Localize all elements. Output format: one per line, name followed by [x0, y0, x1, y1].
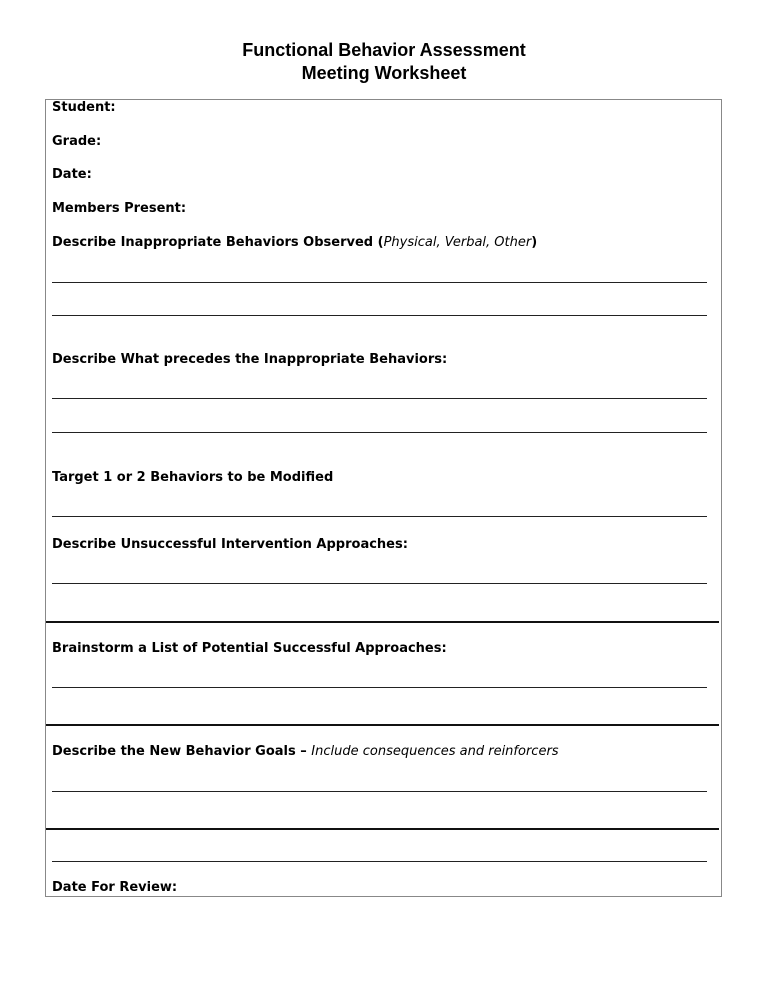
target-behaviors-label: Target 1 or 2 Behaviors to be Modified — [52, 470, 334, 485]
student-label: Student: — [52, 100, 116, 115]
answer-line[interactable] — [52, 583, 707, 584]
answer-line[interactable] — [52, 398, 707, 399]
unsuccessful-approaches-label: Describe Unsuccessful Intervention Approaches: — [52, 537, 408, 552]
date-for-review-label: Date For Review: — [52, 880, 178, 895]
answer-line[interactable] — [52, 791, 707, 792]
section-divider — [46, 724, 719, 726]
goals-hint: Include consequences and reinforcers — [311, 744, 559, 759]
inappropriate-close: ) — [531, 235, 538, 250]
inappropriate-hint: Physical, Verbal, Other — [383, 235, 532, 250]
goals-label-text: Describe the New Behavior Goals – — [52, 744, 312, 759]
answer-line[interactable] — [52, 687, 707, 688]
answer-line[interactable] — [52, 516, 707, 517]
inappropriate-behaviors-label — [52, 235, 537, 251]
answer-line[interactable] — [52, 432, 707, 433]
section-divider — [46, 828, 719, 830]
date-label: Date: — [52, 167, 92, 182]
precedes-label: Describe What precedes the Inappropriate Behaviors: — [52, 352, 448, 367]
members-present-label: Members Present: — [52, 201, 187, 216]
document-title-line2: Meeting Worksheet — [301, 63, 467, 83]
brainstorm-label: Brainstorm a List of Potential Successful Approaches: — [52, 641, 447, 656]
document-title-line1: Functional Behavior Assessment — [242, 40, 526, 60]
new-behavior-goals-label — [52, 744, 559, 760]
grade-label: Grade: — [52, 134, 102, 149]
answer-line[interactable] — [52, 315, 707, 316]
inappropriate-label-text: Describe Inappropriate Behaviors Observed ( — [52, 235, 384, 250]
worksheet-box — [45, 99, 722, 897]
answer-line[interactable] — [52, 282, 707, 283]
section-divider — [46, 621, 719, 623]
answer-line[interactable] — [52, 861, 707, 862]
